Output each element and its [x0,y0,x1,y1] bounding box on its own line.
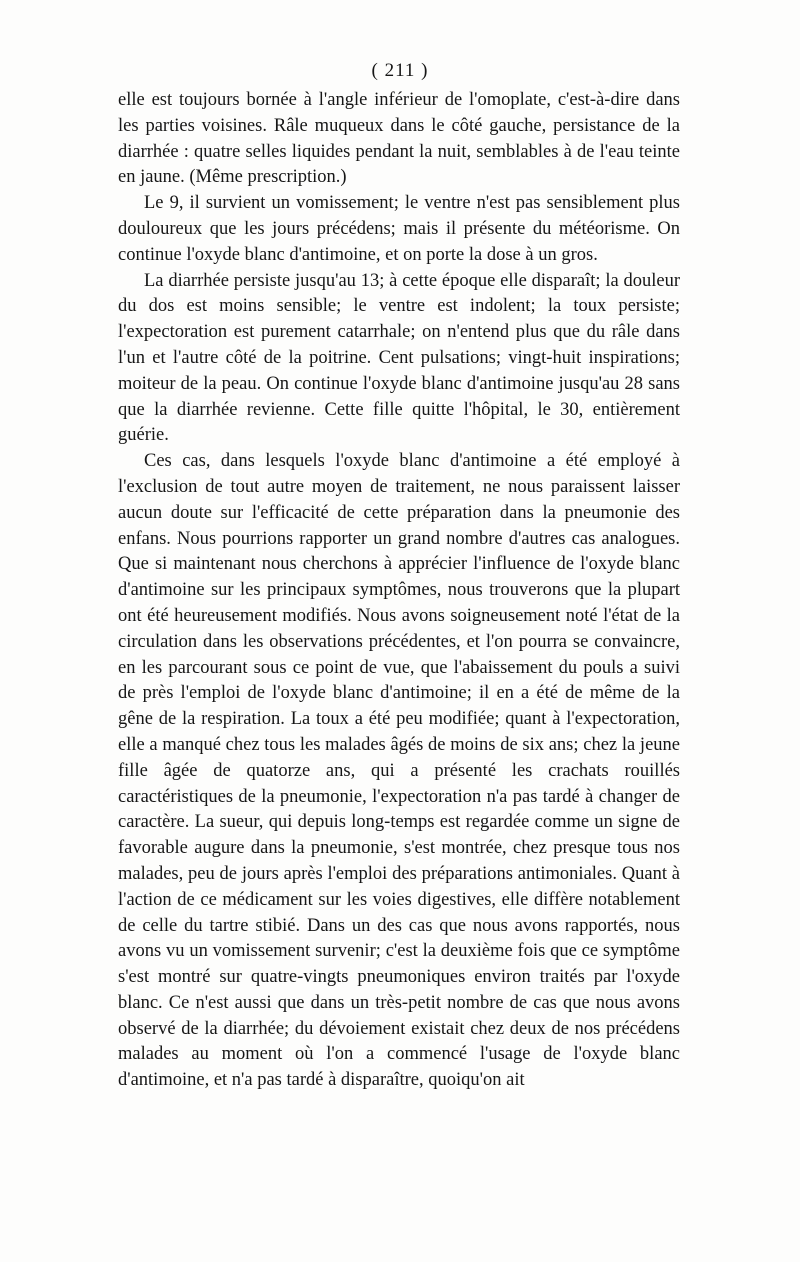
paragraph-4: Ces cas, dans lesquels l'oxyde blanc d'antimoine a été employé à l'exclusion de tout autre moyen de traitement, ne nous paraissent laisser aucun doute sur l'efficacité de cette préparation dans la pneumonie des enfans. Nous pourrions rapporter un grand nombre d'autres cas analogues. Que si maintenant nous cherchons à apprécier l'influence de l'oxyde blanc d'antimoine sur les principaux symptômes, nous trouverons que la plupart ont été heureusement modifiés. Nous avons soigneusement noté l'état de la circulation dans les observations précédentes, et l'on pourra se convaincre, en les parcourant sous ce point de vue, que l'abaissement du pouls a suivi de près l'emploi de l'oxyde blanc d'antimoine; il en a été de même de la gêne de la respiration. La toux a été peu modifiée; quant à l'expectoration, elle a manqué chez tous les malades âgés de moins de six ans; chez la jeune fille âgée de quatorze ans, qui a présenté les crachats rouillés caractéristiques de la pneumonie, l'expectoration n'a pas tardé à changer de caractère. La sueur, qui depuis long-temps est regardée comme un signe de favorable augure dans la pneumonie, s'est montrée, chez presque tous nos malades, peu de jours après l'emploi des préparations antimoniales. Quant à l'action de ce médicament sur les voies digestives, elle diffère notablement de celle du tartre stibié. Dans un des cas que nous avons rapportés, nous avons vu un vomissement survenir; c'est la deuxième fois que ce symptôme s'est montré sur quatre-vingts pneumoniques environ traités par l'oxyde blanc. Ce n'est aussi que dans un très-petit nombre de cas que nous avons observé de la diarrhée; du dévoiement existait chez deux de nos précédens malades au moment où l'on a commencé l'usage de l'oxyde blanc d'antimoine, et n'a pas tardé à disparaître, quoiqu'on ait [118,451,680,1091]
page-number: ( 211 ) [371,60,429,81]
paragraph-1: elle est toujours bornée à l'angle inférieur de l'omoplate, c'est-à-dire dans les parties voisines. Râle muqueux dans le côté gauche, persistance de la diarrhée : quatre selles liquides pendant la nuit, semblables à de l'eau teinte en jaune. (Même prescription.) [118,90,680,188]
paragraph-3: La diarrhée persiste jusqu'au 13; à cette époque elle disparaît; la douleur du dos est moins sensible; le ventre est indolent; la toux persiste; l'expectoration est purement catarrhale; on n'entend plus que du râle dans l'un et l'autre côté de la poitrine. Cent pulsations; vingt-huit inspirations; moiteur de la peau. On continue l'oxyde blanc d'antimoine jusqu'au 28 sans que la diarrhée revienne. Cette fille quitte l'hôpital, le 30, entièrement guérie. [118,270,680,446]
paragraph-2: Le 9, il survient un vomissement; le ventre n'est pas sensiblement plus douloureux que les jours précédens; mais il présente du météorisme. On continue l'oxyde blanc d'antimoine, et on porte la dose à un gros. [118,193,680,265]
body-text [118,88,680,1094]
